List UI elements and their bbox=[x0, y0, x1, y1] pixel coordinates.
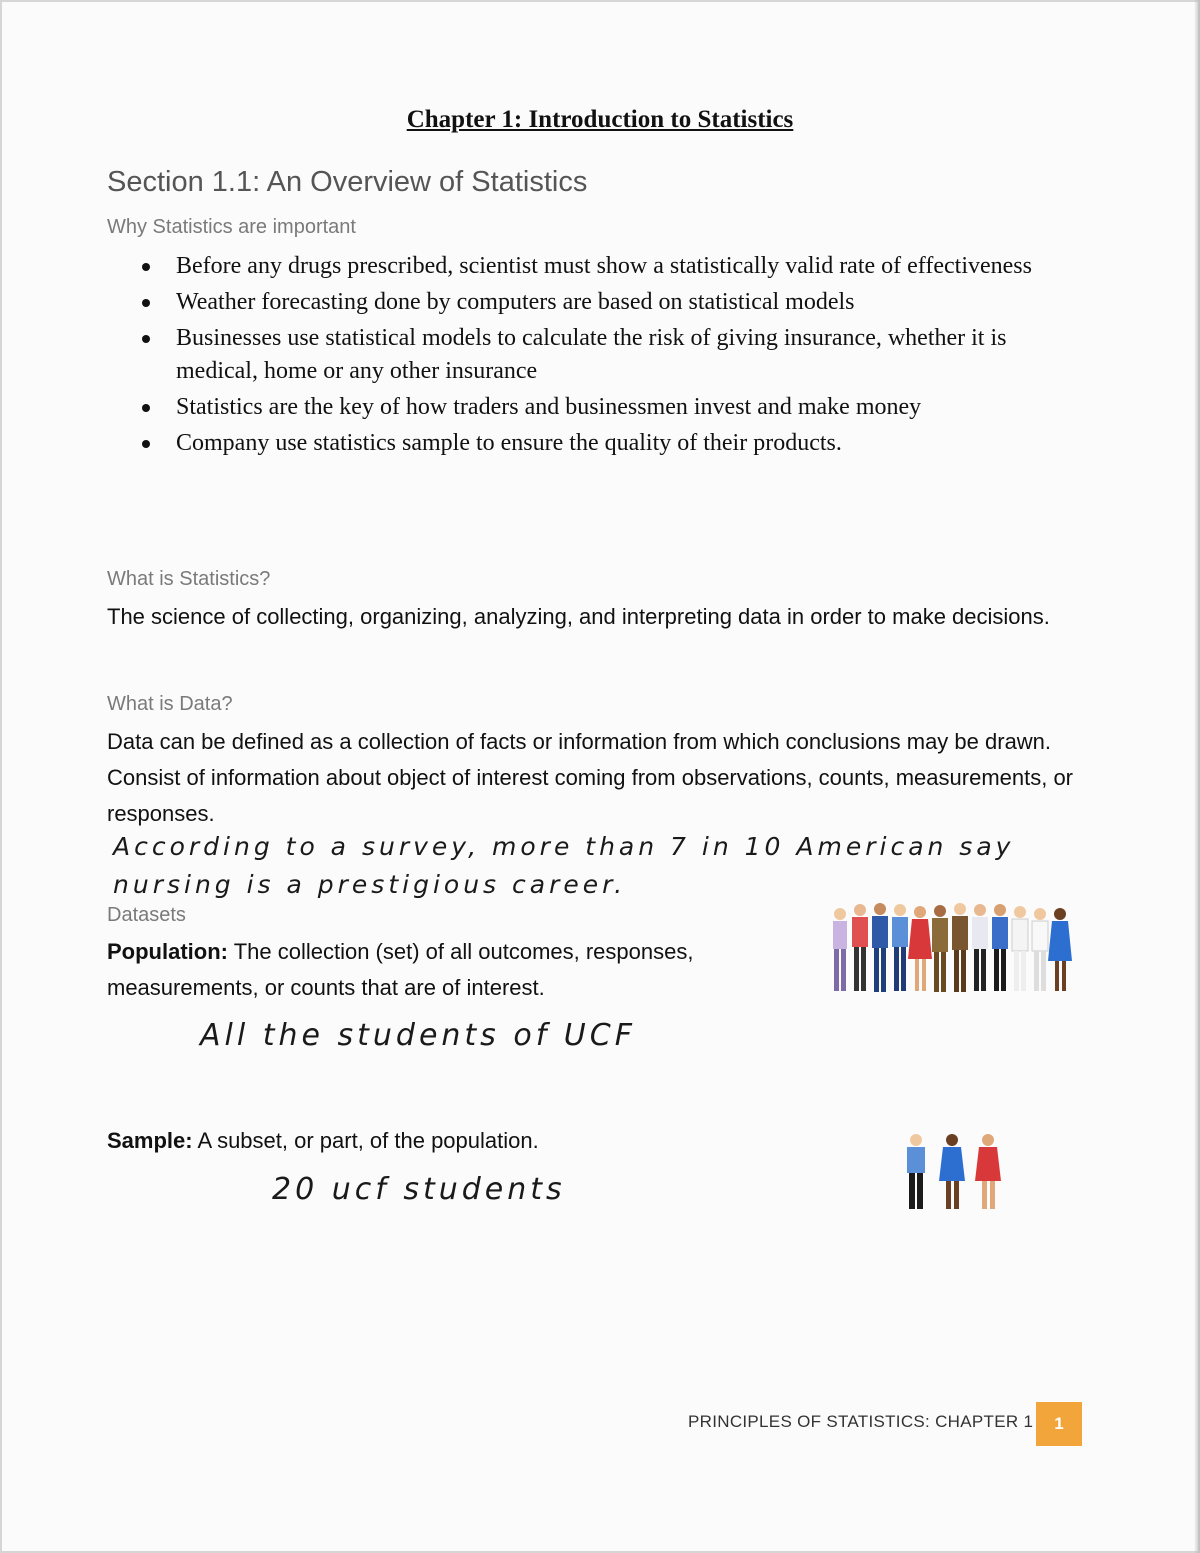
section-title: Section 1.1: An Overview of Statistics bbox=[107, 166, 588, 198]
datasets-heading: Datasets bbox=[107, 904, 186, 926]
what-is-statistics-heading: What is Statistics? bbox=[107, 568, 271, 590]
list-item: Statistics are the key of how traders and businessmen invest and make money bbox=[138, 391, 1088, 424]
handwritten-sample-example: 20 ucf students bbox=[272, 1172, 566, 1207]
sample-term: Sample: bbox=[107, 1128, 193, 1153]
page-number-badge: 1 bbox=[1036, 1402, 1082, 1446]
why-heading: Why Statistics are important bbox=[107, 216, 356, 238]
bullet-dot-icon bbox=[142, 404, 150, 412]
three-people-icon bbox=[900, 1132, 1010, 1212]
population-text: The collection (set) of all outcomes, responses, measurements, or counts that are of interest. bbox=[107, 939, 694, 1000]
population-definition bbox=[107, 934, 787, 1006]
handwritten-population-example: All the students of UCF bbox=[200, 1018, 636, 1053]
handwritten-note-survey: According to a survey, more than 7 in 10 American say nursing is a prestigious career. bbox=[113, 832, 1015, 899]
bullet-dot-icon bbox=[142, 440, 150, 448]
why-bullet-list bbox=[138, 250, 1088, 463]
what-is-data-heading: What is Data? bbox=[107, 693, 233, 715]
list-item: Weather forecasting done by computers are based on statistical models bbox=[138, 286, 1088, 319]
bullet-dot-icon bbox=[142, 335, 150, 343]
list-item: Company use statistics sample to ensure the quality of their products. bbox=[138, 427, 1088, 460]
population-term: Population: bbox=[107, 939, 228, 964]
footer-running-title: PRINCIPLES OF STATISTICS: CHAPTER 1 bbox=[688, 1412, 1034, 1431]
list-item: Before any drugs prescribed, scientist must show a statistically valid rate of effectiveness bbox=[138, 250, 1088, 283]
what-is-statistics-text: The science of collecting, organizing, analyzing, and interpreting data in order to make decisions. bbox=[107, 604, 1050, 629]
bullet-dot-icon bbox=[142, 299, 150, 307]
sample-text: A subset, or part, of the population. bbox=[192, 1128, 539, 1153]
bullet-dot-icon bbox=[142, 263, 150, 271]
chapter-title: Chapter 1: Introduction to Statistics bbox=[406, 106, 794, 133]
list-item: Businesses use statistical models to calculate the risk of giving insurance, whether it is medical, home or any other insurance bbox=[138, 322, 1088, 388]
crowd-of-people-icon bbox=[828, 900, 1078, 1000]
what-is-data-text: Data can be defined as a collection of facts or information from which conclusions may be drawn. Consist of information about object of interest coming from observations, counts, measurements, or responses. bbox=[107, 729, 1074, 826]
